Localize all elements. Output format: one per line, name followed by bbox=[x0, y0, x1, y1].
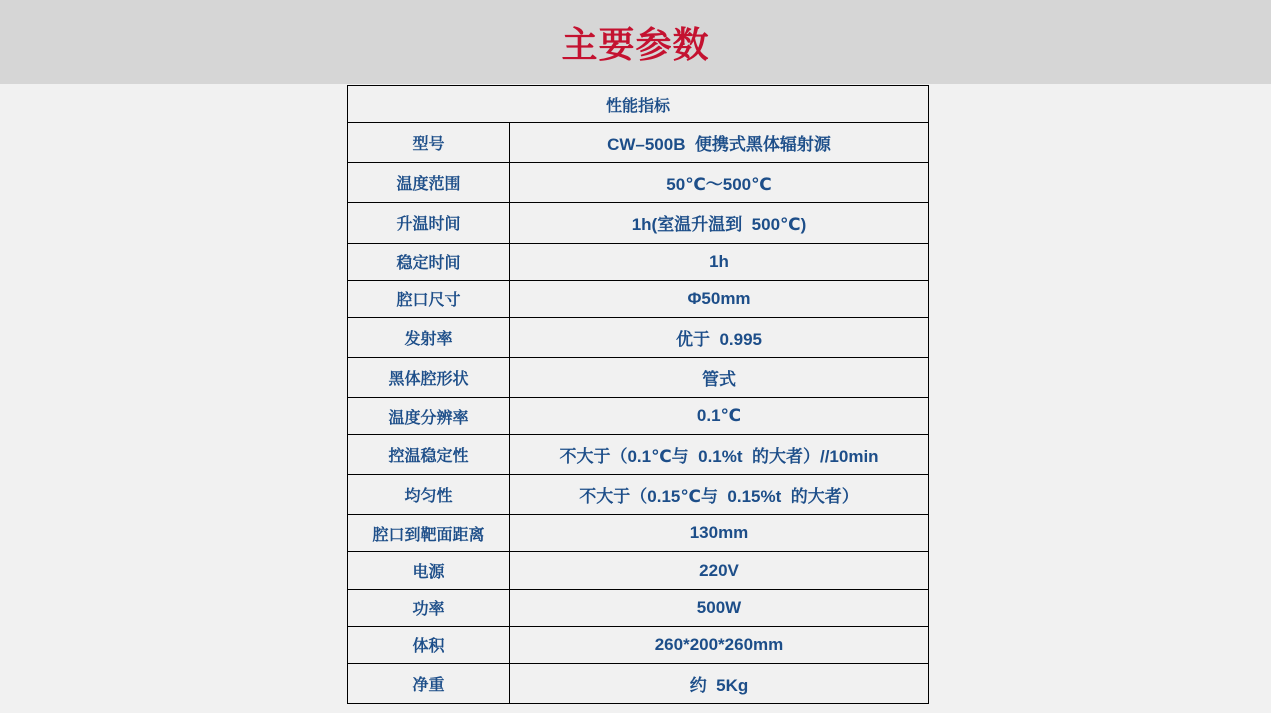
spec-label: 电源 bbox=[348, 552, 510, 589]
spec-label: 体积 bbox=[348, 626, 510, 663]
spec-label: 控温稳定性 bbox=[348, 435, 510, 475]
table-header: 性能指标 bbox=[348, 86, 929, 123]
spec-label: 净重 bbox=[348, 663, 510, 703]
table-row bbox=[348, 435, 929, 475]
spec-value: CW–500B 便携式黑体辐射源 bbox=[510, 123, 929, 163]
spec-value: 130mm bbox=[510, 515, 929, 552]
spec-value: 50℃～500℃ bbox=[510, 163, 929, 203]
spec-label: 稳定时间 bbox=[348, 243, 510, 280]
spec-value: 1h bbox=[510, 243, 929, 280]
table-row bbox=[348, 552, 929, 589]
spec-table bbox=[347, 85, 929, 704]
page-header-banner bbox=[0, 0, 1271, 84]
table-row bbox=[348, 663, 929, 703]
spec-value: 不大于（0.15℃与 0.15%t 的大者） bbox=[510, 475, 929, 515]
spec-label: 发射率 bbox=[348, 317, 510, 357]
table-row bbox=[348, 398, 929, 435]
spec-label: 升温时间 bbox=[348, 203, 510, 243]
table-row bbox=[348, 475, 929, 515]
spec-value: 500W bbox=[510, 589, 929, 626]
table-header-row bbox=[348, 86, 929, 123]
table-row bbox=[348, 515, 929, 552]
spec-value: 1h(室温升温到 500℃) bbox=[510, 203, 929, 243]
spec-value: 260*200*260mm bbox=[510, 626, 929, 663]
spec-value: 优于 0.995 bbox=[510, 317, 929, 357]
table-row bbox=[348, 357, 929, 397]
table-row bbox=[348, 280, 929, 317]
spec-label: 温度范围 bbox=[348, 163, 510, 203]
table-row bbox=[348, 589, 929, 626]
spec-label: 腔口尺寸 bbox=[348, 280, 510, 317]
spec-value: 管式 bbox=[510, 357, 929, 397]
spec-value: 不大于（0.1℃与 0.1%t 的大者）//10min bbox=[510, 435, 929, 475]
spec-value: 0.1℃ bbox=[510, 398, 929, 435]
spec-label: 型号 bbox=[348, 123, 510, 163]
spec-value: 220V bbox=[510, 552, 929, 589]
table-row bbox=[348, 123, 929, 163]
spec-label: 温度分辨率 bbox=[348, 398, 510, 435]
table-row bbox=[348, 243, 929, 280]
spec-value: Φ50mm bbox=[510, 280, 929, 317]
table-row bbox=[348, 626, 929, 663]
spec-label: 均匀性 bbox=[348, 475, 510, 515]
table-row bbox=[348, 203, 929, 243]
table-row bbox=[348, 317, 929, 357]
spec-label: 功率 bbox=[348, 589, 510, 626]
spec-value: 约 5Kg bbox=[510, 663, 929, 703]
spec-label: 黑体腔形状 bbox=[348, 357, 510, 397]
page-title: 主要参数 bbox=[561, 23, 710, 65]
spec-label: 腔口到靶面距离 bbox=[348, 515, 510, 552]
table-row bbox=[348, 163, 929, 203]
